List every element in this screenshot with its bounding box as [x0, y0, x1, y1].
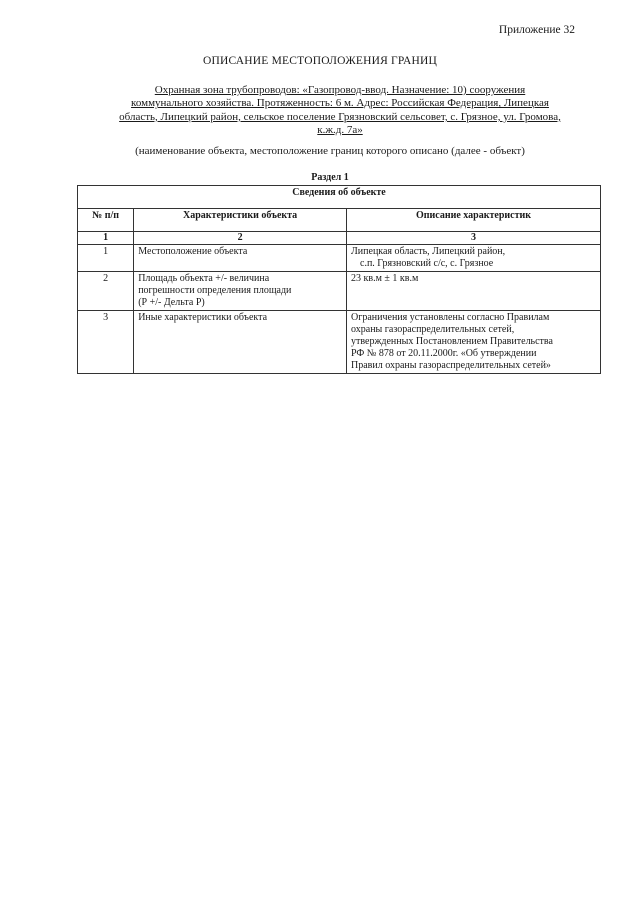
description-line: Ограничения установлены согласно Правилам	[351, 312, 550, 323]
characteristic-line: Местоположение объекта	[138, 246, 248, 257]
row-characteristic	[134, 272, 347, 311]
row-description	[347, 311, 601, 374]
column-header-description: Описание характеристик	[347, 209, 601, 232]
object-description	[100, 84, 580, 138]
characteristic-line: Площадь объекта +/- величина	[138, 273, 270, 284]
row-description	[347, 272, 601, 311]
table-header-row	[78, 209, 601, 232]
description-line: охраны газораспределительных сетей,	[351, 324, 515, 335]
object-description-line: Охранная зона трубопроводов: «Газопровод-ввод. Назначение: 10) сооружения	[154, 84, 526, 96]
table-title: Сведения об объекте	[78, 186, 601, 209]
row-number: 3	[78, 311, 134, 374]
column-header-characteristic: Характеристики объекта	[134, 209, 347, 232]
row-description	[347, 245, 601, 272]
object-description-line: область, Липецкий район, сельское поселение Грязновский сельсовет, с. Грязное, ул. Громова,	[119, 110, 561, 123]
column-number: 3	[347, 232, 601, 245]
row-number: 1	[78, 245, 134, 272]
description-line: 23 кв.м ± 1 кв.м	[351, 273, 419, 284]
column-header-number: № п/п	[78, 209, 134, 232]
document-title: ОПИСАНИЕ МЕСТОПОЛОЖЕНИЯ ГРАНИЦ	[202, 55, 438, 67]
row-characteristic	[134, 311, 347, 374]
characteristic-line: (Р +/- Дельта Р)	[138, 297, 205, 308]
object-description-line: к.ж.д. 7а»	[317, 124, 363, 137]
object-info-table	[77, 185, 601, 374]
row-number: 2	[78, 272, 134, 311]
appendix-label: Приложение 32	[498, 24, 575, 36]
description-line: Правил охраны газораспределительных сетей»	[351, 360, 551, 371]
table-row	[78, 272, 601, 311]
table-column-numbers-row	[78, 232, 601, 245]
table-row	[78, 245, 601, 272]
characteristic-line: погрешности определения площади	[138, 285, 292, 296]
table-row	[78, 311, 601, 374]
table-title-row	[78, 186, 601, 209]
object-caption: (наименование объекта, местоположение границ которого описано (далее - объект)	[135, 145, 525, 157]
description-line: Липецкая область, Липецкий район,	[351, 246, 506, 257]
row-characteristic	[134, 245, 347, 272]
object-description-line: коммунального хозяйства. Протяженность: 6 м. Адрес: Российская Федерация, Липецкая	[131, 97, 549, 110]
description-line: РФ № 878 от 20.11.2000г. «Об утверждении	[351, 348, 537, 359]
section-title: Раздел 1	[311, 172, 349, 183]
column-number: 1	[78, 232, 134, 245]
characteristic-line: Иные характеристики объекта	[138, 312, 268, 323]
column-number: 2	[134, 232, 347, 245]
description-line: утвержденных Постановлением Правительства	[351, 336, 553, 347]
description-line: с.п. Грязновский с/с, с. Грязное	[360, 258, 494, 269]
